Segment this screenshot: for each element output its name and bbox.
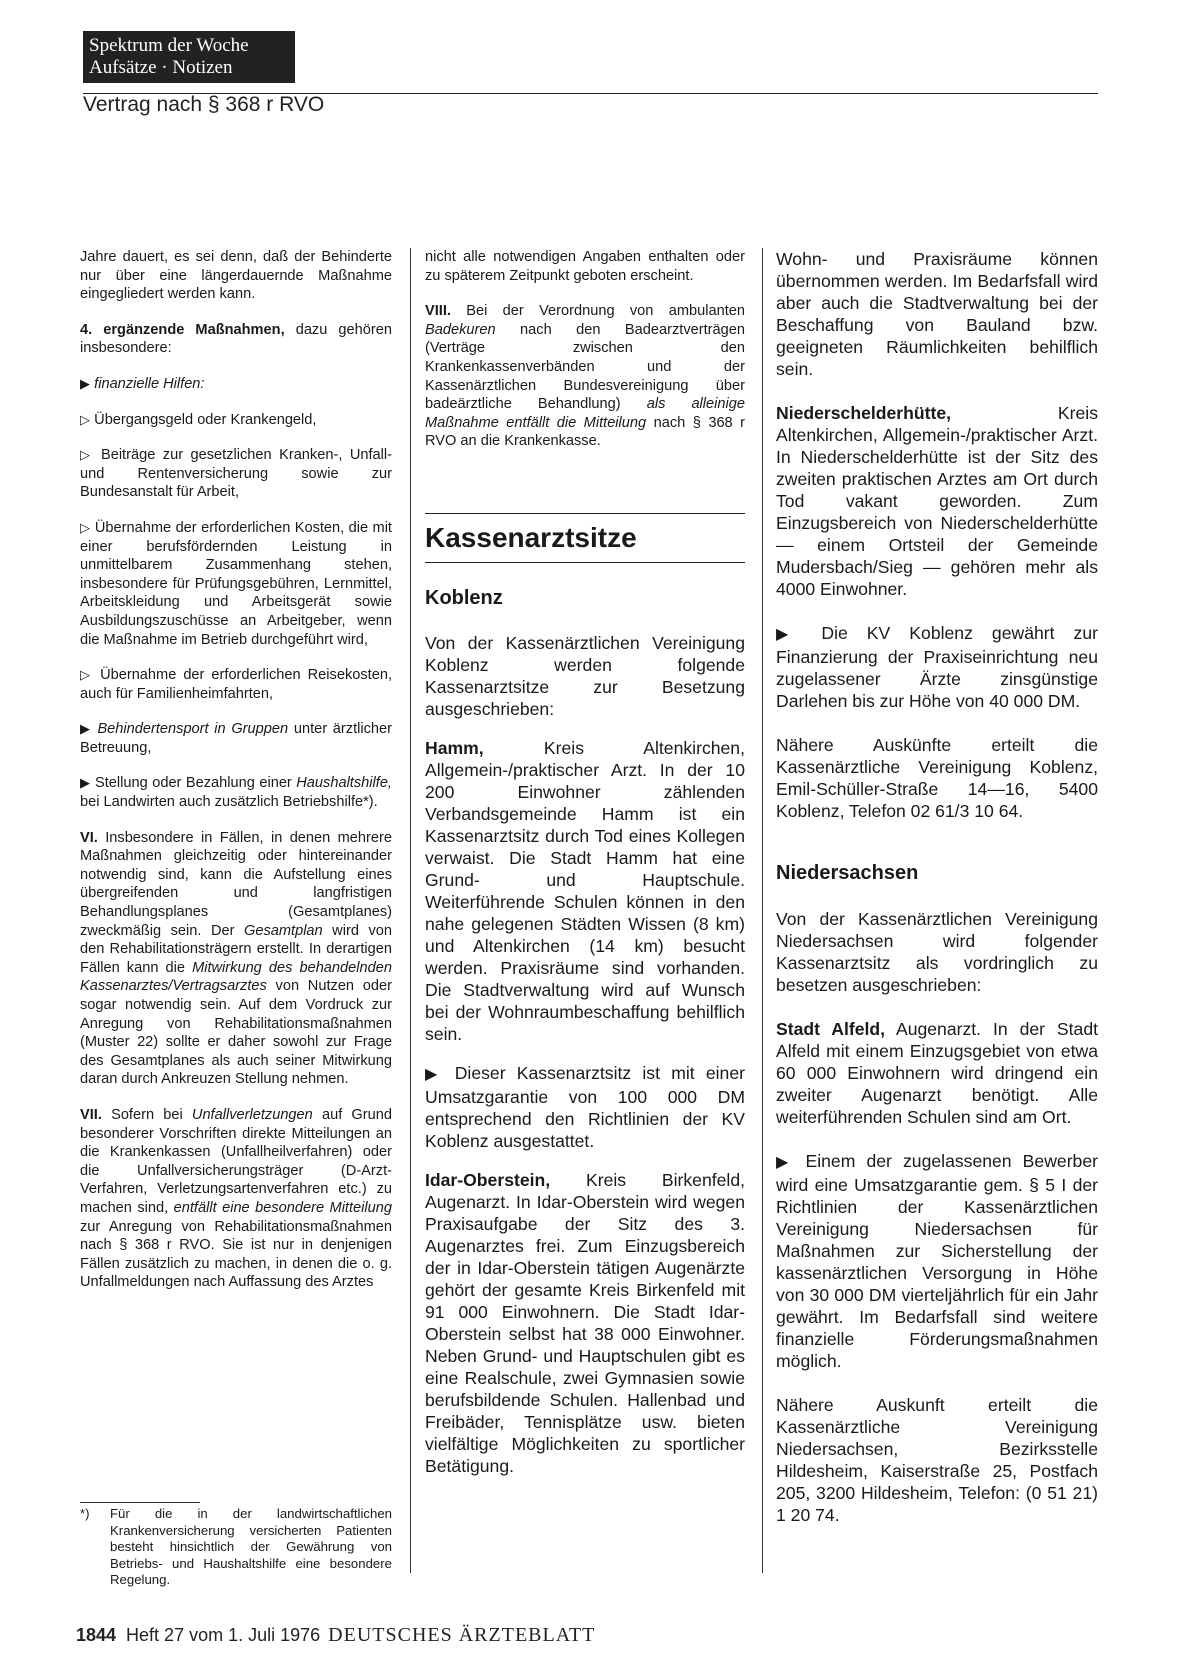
triangle-right-filled-icon: ▶ (425, 1065, 444, 1083)
triangle-right-outline-icon: ▷ (80, 519, 91, 535)
section-title: Kassenarztsitze (425, 520, 745, 563)
footnote-text: Für die in der landwirtschaftlichen Krankenversicherung versicherten Patienten besteht hinsichtlich der Gewährung von Betriebs- und Haushaltshilfe eine besondere Regelung. (110, 1506, 392, 1587)
listing: Niederschelderhütte, Kreis Altenkirchen, Allgemein-/praktischer Arzt. In Niederschelderhütte ist der Sitz des zweiten praktischen Arztes am Ort durch Tod vakant geworden. Zum Einzugsbereich von Niederschelderhütte — einem Ortsteil der Gemeinde Mudersbach/Sieg — gehören mehr als 4000 Einwohner. (776, 403, 1098, 599)
section-label-line2: Aufsätze · Notizen (89, 57, 233, 78)
list-item: ▶ finanzielle Hilfen: (80, 375, 205, 392)
listing: Stadt Alfeld, Augenarzt. In der Stadt Alfeld mit einem Einzugsgebiet von etwa 60 000 Einwohnern wird dringend ein zweiter Augenarzt benötigt. Alle weiterführenden Schulen sind am Ort. (776, 1019, 1098, 1127)
paragraph: Wohn- und Praxisräume können übernommen werden. Im Bedarfsfall wird aber auch die Stadtverwaltung bei der Beschaffung von Bauland bzw. geeigneten Räumlichkeiten behilflich sein. (776, 249, 1098, 379)
lead-term: 4. ergänzende Maßnahmen, (80, 321, 285, 338)
list-item: ▷ Übergangsgeld oder Krankengeld, (80, 411, 317, 428)
triangle-right-outline-icon: ▷ (80, 447, 94, 463)
paragraph: Nähere Auskunft erteilt die Kassenärztliche Vereinigung Niedersachsen, Bezirksstelle Hildesheim, Kaiserstraße 25, Postfach 205, 3200 Hildesheim, Telefon: (0 51 21) 1 20 74. (776, 1395, 1098, 1525)
paragraph: VIII. Bei der Verordnung von ambulanten Badekuren nach den Badearztverträgen (Verträge zwischen den Krankenkassenverbänden und der Kassenärztlichen Bundesvereinigung über badeärztliche Behandlung) als alleinige Maßnahme entfällt die Mitteilung nach § 368 r RVO an die Krankenkasse. (425, 303, 745, 450)
page-footer (76, 1624, 595, 1647)
section-label (83, 31, 295, 83)
list-item: ▶ Die KV Koblenz gewährt zur Finanzierung der Praxiseinrichtung neu zugelassener Ärzte zinsgünstige Darlehen bis zur Höhe von 40 000 DM. (776, 623, 1098, 711)
listing: Idar-Oberstein, Kreis Birkenfeld, Augenarzt. In Idar-Oberstein wird wegen Praxisaufgabe der Sitz des 3. Augenarztes frei. Zum Einzugsbereich der in Idar-Oberstein tätigen Augenärzte gehört der gesamte Kreis Birkenfeld mit 91 000 Einwohnern. Die Stadt Idar-Oberstein selbst hat 38 000 Einwohner. Neben Grund- und Hauptschulen gibt es eine Realschule, zwei Gymnasien sowie berufsbildende Schulen. Hallenbad und Freibäder, Tennisplätze usw. bieten vielfältige Möglichkeiten zu sportlicher Betätigung. (425, 1169, 745, 1476)
column-3 (776, 248, 1098, 1548)
footnote (80, 1506, 392, 1589)
paragraph: nicht alle notwendigen Angaben enthalten oder zu späterem Zeitpunkt geboten erscheint. (425, 249, 745, 284)
list-item: ▷ Übernahme der erforderlichen Reisekosten, auch für Familienheimfahrten, (80, 667, 393, 702)
journal-name: DEUTSCHES ÄRZTEBLATT (328, 1624, 596, 1646)
paragraph: Von der Kassenärztlichen Vereinigung Koblenz werden folgende Kassenarztsitze zur Besetzung ausgeschrieben: (425, 632, 745, 719)
triangle-right-outline-icon: ▷ (80, 667, 94, 683)
paragraph: 4. ergänzende Maßnahmen, dazu gehören insbesondere: (80, 321, 392, 357)
column-2 (425, 248, 745, 1494)
paragraph: Von der Kassenärztlichen Vereinigung Niedersachsen wird folgender Kassenarztsitz als vordringlich zu besetzen ausgeschrieben: (776, 909, 1098, 995)
column-divider (762, 248, 763, 1573)
triangle-right-filled-icon: ▶ (776, 1154, 795, 1171)
section-label-line1: Spektrum der Woche (89, 35, 249, 56)
triangle-right-filled-icon: ▶ (80, 721, 92, 737)
column-1 (80, 248, 392, 1309)
paragraph: VII. Sofern bei Unfallverletzungen auf Grund besonderer Vorschriften direkte Mitteilungen an die Krankenkassen (Unfallheilverfahren) oder die Unfallversicherungsträger (D-Arzt-Verfahren, Verletzungsartenverfahren etc.) zu machen sind, entfällt eine besondere Mitteilung zur Anregung von Rehabilitationsmaßnahmen nach § 368 r RVO. Sie ist nur in denjenigen Fällen zusätzlich zu machen, in denen die o. g. Unfallmeldungen nach Auffassung des Arztes (80, 1106, 392, 1291)
triangle-right-filled-icon: ▶ (80, 375, 91, 391)
issue-info: Heft 27 vom 1. Juli 1976 (126, 1625, 321, 1645)
list-item: ▶ Stellung oder Bezahlung einer Haushaltshilfe, bei Landwirten auch zusätzlich Betriebshilfe*). (80, 775, 392, 811)
page-number: 1844 (76, 1625, 117, 1645)
footnote-rule (80, 1502, 200, 1503)
list-item: ▷ Übernahme der erforderlichen Kosten, die mit einer berufsfördernden Leistung in unmittelbarem Zusammenhang stehen, insbesondere für Prüfungsgebühren, Lernmittel, Arbeitskleidung und Arbeitsgerät sowie Ausbildungszuschüsse an Arbeitgeber, wenn die Maßnahme im Betrieb durchgeführt wird, (80, 519, 392, 648)
paragraph: Nähere Auskünfte erteilt die Kassenärztliche Vereinigung Koblenz, Emil-Schüller-Straße 14—16, 5400 Koblenz, Telefon 02 61/3 10 64. (776, 735, 1098, 821)
subsection-title: Niedersachsen (776, 862, 919, 884)
subsection-title: Koblenz (425, 586, 503, 609)
paragraph: VI. Insbesondere in Fällen, in denen mehrere Maßnahmen gleichzeitig oder hintereinander notwendig sind, kann die Aufstellung eines übergreifenden und langfristigen Behandlungsplanes (Gesamtplanes) zweckmäßig sein. Der Gesamtplan wird von den Rehabilitationsträgern erstellt. In derartigen Fällen kann die Mitwirkung des behandelnden Kassenarztes/Vertragsarztes von Nutzen oder sogar notwendig sein. Auf dem Vordruck zur Anregung von Rehabilitationsmaßnahmen (Muster 22) sollte er daher sowohl zur Frage des Gesamtplanes als auch seiner Mitwirkung daran durch Ankreuzen Stellung nehmen. (80, 829, 392, 1088)
footnote-mark: *) (80, 1506, 90, 1521)
column-divider (410, 248, 411, 1573)
list-item: ▶ Behindertensport in Gruppen unter ärztlicher Betreuung, (80, 721, 392, 756)
paragraph: Jahre dauert, es sei denn, daß der Behinderte nur über eine längerdauernde Maßnahme eingegliedert werden kann. (80, 249, 392, 303)
list-item: ▶ Dieser Kassenarztsitz ist mit einer Umsatzgarantie von 100 000 DM entsprechend den Richtlinien der KV Koblenz ausgestattet. (425, 1062, 745, 1151)
listing: Hamm, Kreis Altenkirchen, Allgemein-/praktischer Arzt. In der 10 200 Einwohner zählenden Verbandsgemeinde Hamm ist ein Kassenarztsitz durch Tod eines Kollegen verwaist. Die Stadt Hamm hat eine Grund- und Hauptschule. Weiterführende Schulen können in den nahe gelegenen Städten Wissen (8 km) und Altenkirchen (14 km) besucht werden. Praxisräume sind vorhanden. Die Stadtverwaltung wird auf Wunsch bei der Wohnraumbeschaffung behilflich sein. (425, 737, 745, 1044)
article-topic: Vertrag nach § 368 r RVO (83, 93, 325, 116)
triangle-right-filled-icon: ▶ (80, 775, 91, 791)
triangle-right-filled-icon: ▶ (776, 626, 803, 643)
list-item: ▶ Einem der zugelassenen Bewerber wird eine Umsatzgarantie gem. § 5 I der Richtlinien der Kassenärztlichen Vereinigung Niedersachsen für Maßnahmen zur Sicherstellung der kassenärztlichen Versorgung in Höhe von 30 000 DM vierteljährlich für ein Jahr gewährt. Im Bedarfsfall sind weitere finanzielle Förderungsmaßnahmen möglich. (776, 1151, 1098, 1371)
triangle-right-outline-icon: ▷ (80, 411, 91, 427)
section-header (425, 513, 745, 563)
list-item: ▷ Beiträge zur gesetzlichen Kranken-, Unfall- und Rentenversicherung sowie zur Bundesanstalt für Arbeit, (80, 447, 392, 501)
